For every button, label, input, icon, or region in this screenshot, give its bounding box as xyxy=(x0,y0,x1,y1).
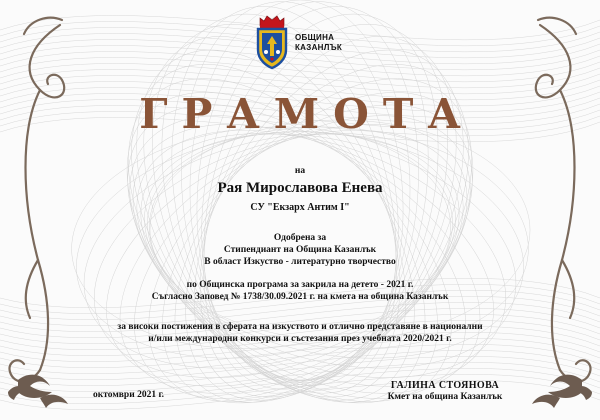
signer-name: ГАЛИНА СТОЯНОВА xyxy=(390,380,500,391)
reason-line2: и/или международни конкурси и състезания през учебната 2020/2021 г. xyxy=(148,334,452,344)
signer-title: Кмет на община Казанлък xyxy=(387,392,503,402)
issue-date: октомври 2021 г. xyxy=(93,390,165,400)
preposition: на xyxy=(294,166,306,176)
municipality-line1: ОБЩИНА xyxy=(295,33,335,42)
order-text: Съгласно Заповед № 1738/30.09.2021 г. на кмета на община Казанлък xyxy=(151,292,449,302)
certificate-title: ГРАМОТА xyxy=(139,90,475,138)
recipient-name: Рая Мирославова Енева xyxy=(217,180,383,196)
field-text: В област Изкуство - литературно творчество xyxy=(204,257,396,267)
scholar-text: Стипендиант на Община Казанлък xyxy=(223,245,377,255)
municipality-name xyxy=(295,33,342,53)
coat-of-arms-icon xyxy=(255,14,289,70)
program-text: по Общинска програма за закрила на детето - 2021 г. xyxy=(186,280,414,290)
municipality-logo xyxy=(255,14,375,74)
signature-block xyxy=(360,380,530,402)
municipality-line2: КАЗАНЛЪК xyxy=(295,43,343,52)
reason-line1: за високи постижения в сферата на изкуството и отлично представяне в национални xyxy=(117,322,483,332)
school-name: СУ "Екзарх Антим I" xyxy=(250,202,350,213)
approved-text: Одобрена за xyxy=(273,233,327,243)
